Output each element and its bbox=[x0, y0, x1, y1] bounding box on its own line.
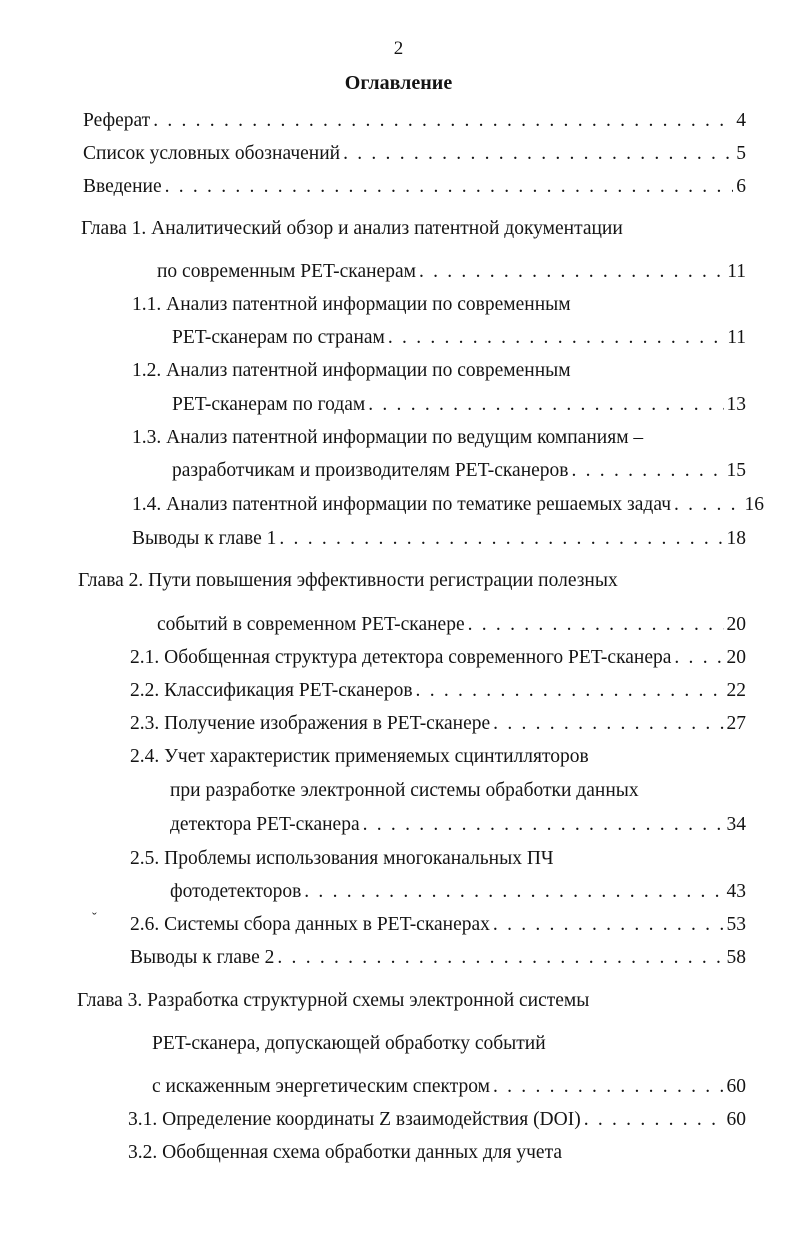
entry-text: с искаженным энергетическим спектром bbox=[152, 1076, 490, 1097]
entry-text: 2.6. Системы сбора данных в PET-сканерах bbox=[130, 914, 490, 935]
entry-page: 53 bbox=[726, 914, 746, 935]
toc-entry-1-2[interactable] bbox=[172, 392, 746, 418]
section-1-1-heading: 1.1. Анализ патентной информации по современным bbox=[132, 294, 571, 315]
chapter-3-line-2: PET-сканера, допускающей обработку событий bbox=[152, 1033, 546, 1054]
entry-text: событий в современном PET-сканере bbox=[157, 614, 465, 635]
entry-text: 2.1. Обобщенная структура детектора современного PET-сканера bbox=[130, 647, 672, 668]
toc-entry-chapter-1[interactable] bbox=[157, 259, 746, 285]
chapter-1-heading: Глава 1. Аналитический обзор и анализ патентной документации bbox=[81, 218, 623, 239]
page-number: 2 bbox=[393, 38, 404, 59]
entry-text: PET-сканерам по годам bbox=[172, 394, 366, 415]
entry-page: 13 bbox=[726, 394, 746, 415]
toc-entry-conclusions-1[interactable] bbox=[132, 526, 746, 552]
toc-entry-1-4[interactable] bbox=[132, 492, 764, 518]
toc-entry-2-3[interactable] bbox=[130, 711, 746, 737]
entry-text: Выводы к главе 2 bbox=[130, 947, 275, 968]
toc-entry-chapter-2[interactable] bbox=[157, 612, 746, 638]
toc-entry-3-1[interactable] bbox=[128, 1107, 746, 1133]
toc-entry-chapter-3[interactable] bbox=[152, 1074, 746, 1100]
entry-page: 11 bbox=[727, 261, 746, 282]
entry-page: 27 bbox=[726, 713, 746, 734]
stray-mark: ˇ bbox=[92, 911, 97, 926]
toc-entry-abbreviations[interactable] bbox=[83, 141, 746, 167]
entry-page: 20 bbox=[726, 614, 746, 635]
entry-text: PET-сканерам по странам bbox=[172, 327, 385, 348]
entry-page: 15 bbox=[726, 460, 746, 481]
entry-page: 5 bbox=[736, 143, 746, 164]
entry-text: 2.3. Получение изображения в PET-сканере bbox=[130, 713, 491, 734]
entry-text: 1.4. Анализ патентной информации по тематике решаемых задач bbox=[132, 494, 672, 515]
entry-page: 20 bbox=[726, 647, 746, 668]
entry-page: 11 bbox=[727, 327, 746, 348]
entry-page: 22 bbox=[726, 680, 746, 701]
entry-page: 34 bbox=[726, 814, 746, 835]
chapter-3-heading: Глава 3. Разработка структурной схемы электронной системы bbox=[77, 990, 590, 1011]
entry-text: Список условных обозначений bbox=[83, 143, 341, 164]
chapter-2-heading: Глава 2. Пути повышения эффективности регистрации полезных bbox=[78, 570, 618, 591]
section-2-5-heading: 2.5. Проблемы использования многоканальных ПЧ bbox=[130, 848, 554, 869]
section-2-4-heading: 2.4. Учет характеристик применяемых сцинтилляторов bbox=[130, 746, 589, 767]
entry-page: 6 bbox=[736, 176, 746, 197]
toc-entry-abstract[interactable] bbox=[83, 108, 746, 134]
toc-entry-2-1[interactable] bbox=[130, 645, 746, 671]
toc-entry-1-1[interactable] bbox=[172, 325, 746, 351]
entry-page: 60 bbox=[726, 1109, 746, 1130]
section-2-4-line-2: при разработке электронной системы обработки данных bbox=[170, 780, 639, 801]
entry-page: 60 bbox=[726, 1076, 746, 1097]
entry-page: 43 bbox=[726, 881, 746, 902]
section-3-2-heading: 3.2. Обобщенная схема обработки данных для учета bbox=[128, 1142, 562, 1163]
toc-title: Оглавление bbox=[344, 72, 453, 94]
toc-entry-2-2[interactable] bbox=[130, 678, 746, 704]
section-1-2-heading: 1.2. Анализ патентной информации по современным bbox=[132, 360, 571, 381]
entry-text: Выводы к главе 1 bbox=[132, 528, 277, 549]
entry-page: 58 bbox=[726, 947, 746, 968]
toc-entry-2-5[interactable] bbox=[170, 879, 746, 905]
entry-page: 4 bbox=[736, 110, 746, 131]
entry-text: по современным PET-сканерам bbox=[157, 261, 416, 282]
toc-entry-introduction[interactable] bbox=[83, 174, 746, 200]
toc-entry-2-6[interactable] bbox=[130, 912, 746, 938]
entry-text: 3.1. Определение координаты Z взаимодействия (DOI) bbox=[128, 1109, 581, 1130]
toc-entry-2-4[interactable] bbox=[170, 812, 746, 838]
entry-text: детектора PET-сканера bbox=[170, 814, 360, 835]
entry-text: Реферат bbox=[83, 110, 151, 131]
section-1-3-heading: 1.3. Анализ патентной информации по ведущим компаниям – bbox=[132, 427, 644, 448]
entry-page: 18 bbox=[726, 528, 746, 549]
entry-text: Введение bbox=[83, 176, 162, 197]
entry-text: разработчикам и производителям PET-сканеров bbox=[172, 460, 569, 481]
toc-entry-1-3[interactable] bbox=[172, 458, 746, 484]
entry-text: фотодетекторов bbox=[170, 881, 302, 902]
entry-page: 16 bbox=[744, 494, 764, 515]
entry-text: 2.2. Классификация PET-сканеров bbox=[130, 680, 413, 701]
toc-entry-conclusions-2[interactable] bbox=[130, 945, 746, 971]
